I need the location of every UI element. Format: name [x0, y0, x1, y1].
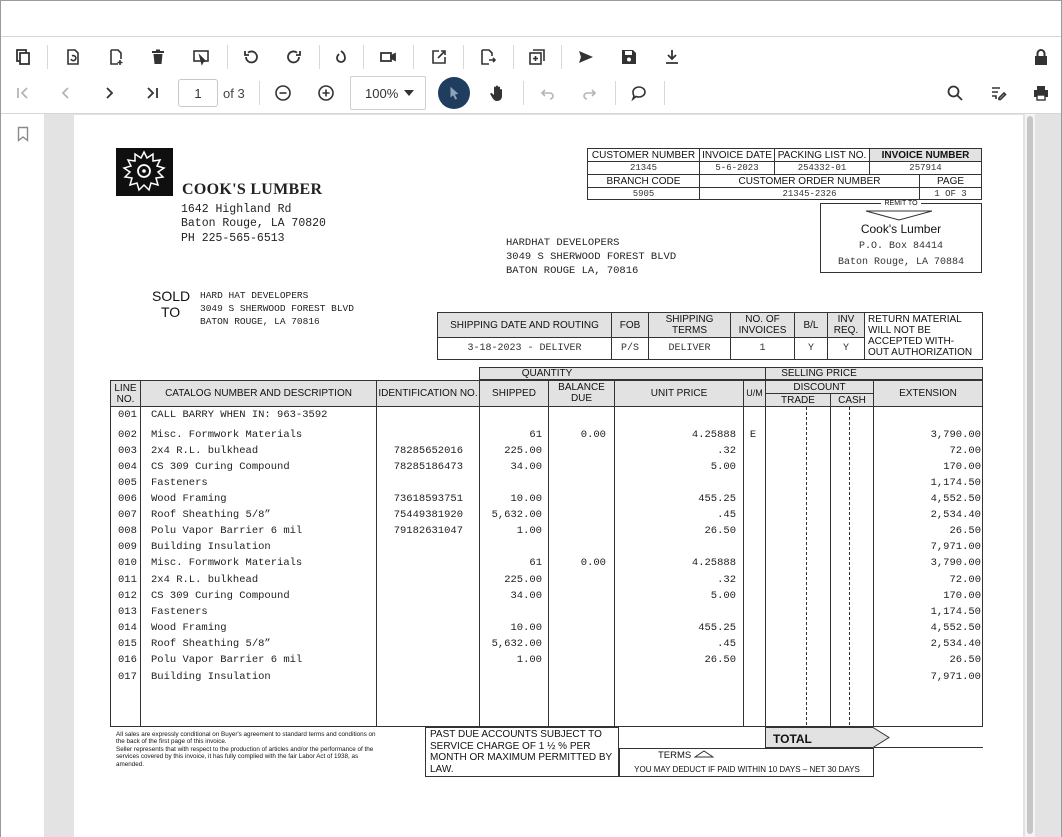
- company-address-line: 1642 Highland Rd: [181, 203, 292, 216]
- zoom-in-icon[interactable]: [312, 79, 340, 107]
- item-description: CS 309 Curing Compound: [151, 461, 290, 473]
- search-icon[interactable]: [941, 79, 969, 107]
- table-row: [110, 541, 982, 557]
- invoice-number-label: INVOICE NUMBER: [881, 150, 970, 161]
- table-row: [110, 590, 982, 606]
- shipping-terms: DELIVER: [668, 343, 711, 354]
- item-unit-price: 5.00: [710, 590, 736, 602]
- item-shipped: 1.00: [516, 654, 542, 666]
- item-description: CALL BARRY WHEN IN: 963-3592: [151, 409, 328, 421]
- item-unit-price: 26.50: [704, 654, 736, 666]
- table-row: [110, 574, 982, 590]
- customer-order-label: CUSTOMER ORDER NUMBER: [738, 176, 881, 187]
- quantity-label: QUANTITY: [521, 368, 573, 379]
- item-extension: 72.00: [949, 574, 981, 586]
- return-note: RETURN MATERIAL WILL NOT BE ACCEPTED WITH- OUT AUTHORIZATION: [868, 314, 973, 358]
- shipped-label: SHIPPED: [492, 388, 536, 399]
- packing-list-label: PACKING LIST NO.: [777, 150, 867, 161]
- item-balance-due: 0.00: [580, 429, 606, 441]
- table-row: [110, 509, 982, 525]
- line-number: 012: [118, 590, 137, 602]
- customer-number: 21345: [629, 163, 657, 173]
- table-row: [110, 638, 982, 654]
- company-address-line: Baton Rouge, LA 70820: [181, 217, 326, 230]
- customer-number-label: CUSTOMER NUMBER: [591, 150, 696, 161]
- ship-to-line: BATON ROUGE LA, 70816: [506, 265, 639, 277]
- external-open-icon[interactable]: [425, 43, 453, 71]
- redo-icon[interactable]: [576, 79, 604, 107]
- table-row: [110, 445, 982, 461]
- next-page-icon[interactable]: [95, 79, 123, 107]
- ship-to-line: 3049 S SHERWOOD FOREST BLVD: [506, 251, 677, 263]
- table-row: [110, 477, 982, 493]
- main-toolbar: [1, 39, 1061, 75]
- item-extension: 72.00: [949, 445, 981, 457]
- item-extension: 4,552.50: [930, 493, 981, 505]
- shipping-terms-label: SHIPPING: [665, 314, 714, 325]
- flash-icon[interactable]: [327, 43, 355, 71]
- item-identification: 75449381920: [393, 509, 463, 521]
- fob-label: FOB: [619, 320, 641, 331]
- item-extension: 1,174.50: [930, 606, 981, 618]
- line-number: 003: [118, 445, 137, 457]
- first-page-icon[interactable]: [9, 79, 37, 107]
- line-number: 016: [118, 654, 137, 666]
- item-extension: 7,971.00: [930, 671, 981, 683]
- item-unit-price: 5.00: [710, 461, 736, 473]
- item-shipped: 5,632.00: [491, 509, 542, 521]
- item-unit-price: 4.25888: [691, 429, 736, 441]
- item-unit-price: .32: [717, 445, 736, 457]
- item-shipped: 10.00: [510, 493, 542, 505]
- branch-code: 5905: [632, 189, 655, 199]
- balance-due-label: BALANCE: [558, 382, 605, 393]
- file-add-icon[interactable]: [102, 43, 130, 71]
- print-icon[interactable]: [1027, 79, 1055, 107]
- past-due-note: PAST DUE ACCOUNTS SUBJECT TO SERVICE CHARGE OF 1 ½ % PER MONTH OR MAXIMUM PERMITTED BY LAW.: [430, 729, 613, 775]
- item-shipped: 10.00: [510, 622, 542, 634]
- item-shipped: 34.00: [510, 461, 542, 473]
- table-row: [110, 429, 982, 445]
- item-description: Roof Sheathing 5/8”: [151, 509, 271, 521]
- table-row: [110, 409, 982, 425]
- item-shipped: 5,632.00: [491, 638, 542, 650]
- line-number: 006: [118, 493, 137, 505]
- remit-address-line: P.O. Box 84414: [858, 241, 943, 252]
- remit-to-label: REMIT TO: [820, 200, 982, 207]
- item-shipped: 1.00: [516, 525, 542, 537]
- item-description: Fasteners: [151, 606, 208, 618]
- table-row: [110, 622, 982, 638]
- item-extension: 26.50: [949, 654, 981, 666]
- delete-icon[interactable]: [144, 43, 172, 71]
- scrollbar-thumb[interactable]: [1027, 116, 1033, 834]
- company-name: COOK'S LUMBER: [182, 181, 323, 198]
- item-identification: 73618593751: [393, 493, 463, 505]
- last-page-icon[interactable]: [138, 79, 166, 107]
- shipping-routing-label: SHIPPING DATE AND ROUTING: [450, 320, 599, 331]
- edit-annotation-icon[interactable]: [984, 79, 1012, 107]
- item-description: Polu Vapor Barrier 6 mil: [151, 654, 303, 666]
- item-description: Fasteners: [151, 477, 208, 489]
- zoom-value: 100%: [365, 85, 399, 101]
- item-description: 2x4 R.L. bulkhead: [151, 574, 259, 586]
- item-unit-price: 455.25: [698, 493, 736, 505]
- zoom-out-icon[interactable]: [269, 79, 297, 107]
- line-number: 013: [118, 606, 137, 618]
- line-number: 010: [118, 557, 137, 569]
- page-of-pages: 1 OF 3: [934, 189, 967, 199]
- line-number: 001: [118, 409, 137, 421]
- shipping-terms-label: TERMS: [672, 325, 707, 336]
- unit-price-label: UNIT PRICE: [650, 388, 708, 399]
- chevron-down-icon: [404, 90, 414, 96]
- item-extension: 7,971.00: [930, 541, 981, 553]
- item-extension: 2,534.40: [930, 638, 981, 650]
- balance-due-label: DUE: [570, 393, 593, 404]
- rotate-right-icon[interactable]: [280, 43, 308, 71]
- item-unit-price: .32: [717, 574, 736, 586]
- total-label: TOTAL: [773, 732, 812, 746]
- line-number: 002: [118, 429, 137, 441]
- invoices-count: 1: [759, 343, 766, 354]
- item-description: Misc. Formwork Materials: [151, 557, 303, 569]
- file-sync-icon[interactable]: [59, 43, 87, 71]
- navigation-toolbar: [1, 75, 1061, 111]
- table-row: [110, 525, 982, 541]
- save-icon[interactable]: [615, 43, 643, 71]
- item-unit-price: .45: [717, 509, 736, 521]
- packing-list-number: 254332-01: [797, 163, 847, 173]
- lock-icon[interactable]: [1027, 43, 1055, 71]
- inv-req-value: Y: [842, 343, 849, 354]
- table-row: [110, 671, 982, 687]
- item-extension: 170.00: [943, 590, 981, 602]
- previous-page-icon[interactable]: [52, 79, 80, 107]
- remit-arrow-icon: [864, 209, 934, 221]
- bl-value: Y: [807, 343, 814, 354]
- item-description: Roof Sheathing 5/8”: [151, 638, 271, 650]
- table-row: [110, 461, 982, 477]
- item-um: E: [749, 429, 757, 441]
- line-number: 014: [118, 622, 137, 634]
- invoices-count-label: INVOICES: [738, 325, 787, 336]
- item-unit-price: .45: [717, 638, 736, 650]
- line-no-label: NO.: [116, 394, 135, 405]
- item-extension: 3,790.00: [930, 557, 981, 569]
- add-page-icon[interactable]: [523, 43, 551, 71]
- line-number: 009: [118, 541, 137, 553]
- line-number: 008: [118, 525, 137, 537]
- um-label: U/M: [746, 388, 763, 398]
- item-identification: 78285186473: [393, 461, 463, 473]
- item-description: Wood Framing: [151, 622, 227, 634]
- item-description: Misc. Formwork Materials: [151, 429, 303, 441]
- send-icon[interactable]: [572, 43, 600, 71]
- branch-code-label: BRANCH CODE: [606, 176, 681, 187]
- item-description: 2x4 R.L. bulkhead: [151, 445, 259, 457]
- item-shipped: 34.00: [510, 590, 542, 602]
- remit-name: Cook's Lumber: [860, 222, 942, 236]
- item-extension: 170.00: [943, 461, 981, 473]
- terms-arrow-icon: [694, 749, 714, 759]
- inv-req-label: REQ.: [833, 325, 859, 336]
- item-extension: 26.50: [949, 525, 981, 537]
- screen-snip-icon[interactable]: [187, 43, 215, 71]
- trade-label: TRADE: [781, 395, 815, 406]
- video-icon[interactable]: [374, 43, 402, 71]
- side-panel: [1, 114, 45, 837]
- select-pointer-icon[interactable]: [438, 77, 470, 109]
- inv-req-label: INV: [837, 314, 855, 325]
- item-shipped: 225.00: [504, 574, 542, 586]
- company-logo: [116, 148, 173, 196]
- sold-to-line: HARD HAT DEVELOPERS: [200, 290, 309, 301]
- invoices-count-label: NO. OF: [745, 314, 780, 325]
- discount-label: DISCOUNT: [793, 382, 846, 393]
- invoice-date: 5-6-2023: [715, 163, 759, 173]
- bl-label: B/L: [803, 320, 819, 331]
- fob-value: P/S: [620, 343, 639, 354]
- item-extension: 3,790.00: [930, 429, 981, 441]
- item-description: Wood Framing: [151, 493, 227, 505]
- item-identification: 78285652016: [393, 445, 463, 457]
- item-shipped: 61: [529, 557, 542, 569]
- terms-label: TERMS: [658, 750, 692, 761]
- item-description: CS 309 Curing Compound: [151, 590, 290, 602]
- page-number-input[interactable]: [178, 79, 218, 107]
- line-number: 011: [118, 574, 137, 586]
- bookmark-icon[interactable]: [15, 126, 31, 142]
- catalog-label: CATALOG NUMBER AND DESCRIPTION: [165, 388, 352, 399]
- invoice-page: [74, 115, 1023, 837]
- ship-to-line: HARDHAT DEVELOPERS: [506, 237, 620, 249]
- line-number: 017: [118, 671, 137, 683]
- item-shipped: 61: [529, 429, 542, 441]
- item-unit-price: 26.50: [704, 525, 736, 537]
- rotate-left-icon[interactable]: [237, 43, 265, 71]
- line-no-label: LINE: [114, 383, 137, 394]
- customer-order-number: 21345-2326: [782, 189, 837, 199]
- line-number: 015: [118, 638, 137, 650]
- item-unit-price: 4.25888: [691, 557, 736, 569]
- line-number: 004: [118, 461, 137, 473]
- title-bar: [1, 1, 1061, 37]
- copy-icon[interactable]: [9, 43, 37, 71]
- item-extension: 1,174.50: [930, 477, 981, 489]
- undo-icon[interactable]: [533, 79, 561, 107]
- table-row: [110, 493, 982, 509]
- item-identification: 79182631047: [393, 525, 463, 537]
- item-balance-due: 0.00: [580, 557, 606, 569]
- legal-note: All sales are expressly conditional on Buyer's agreement to standard terms and conditions on the back of the first page of this invoice. Seller represents that with respect to the production of articles and/or the performance of the services covered by this invoice, it has fully complied with the fair Labor Act of 1938, as amended.: [116, 731, 376, 768]
- page-count: of 3: [223, 86, 245, 101]
- table-row: [110, 557, 982, 573]
- item-extension: 2,534.40: [930, 509, 981, 521]
- page-label: PAGE: [936, 176, 965, 187]
- sold-to-line: BATON ROUGE, LA 70816: [200, 316, 320, 327]
- sold-to-line: 3049 S SHERWOOD FOREST BLVD: [200, 303, 354, 314]
- extension-label: EXTENSION: [899, 388, 957, 399]
- terms-note: YOU MAY DEDUCT IF PAID WITHIN 10 DAYS – NET 30 DAYS: [634, 765, 860, 774]
- cash-label: CASH: [838, 395, 866, 406]
- table-row: [110, 654, 982, 670]
- line-number: 007: [118, 509, 137, 521]
- selling-price-label: SELLING PRICE: [781, 368, 857, 379]
- to-label: TO: [161, 304, 181, 320]
- item-extension: 4,552.50: [930, 622, 981, 634]
- item-shipped: 225.00: [504, 445, 542, 457]
- comment-icon[interactable]: [625, 79, 653, 107]
- download-icon[interactable]: [658, 43, 686, 71]
- table-row: [110, 606, 982, 622]
- file-export-icon[interactable]: [473, 43, 501, 71]
- sold-label: SOLD: [152, 288, 191, 304]
- invoice-number: 257914: [909, 163, 942, 173]
- item-unit-price: 455.25: [698, 622, 736, 634]
- pan-hand-icon[interactable]: [483, 79, 511, 107]
- identification-label: IDENTIFICATION NO.: [378, 388, 478, 399]
- item-description: Building Insulation: [151, 671, 271, 683]
- item-description: Polu Vapor Barrier 6 mil: [151, 525, 303, 537]
- item-description: Building Insulation: [151, 541, 271, 553]
- invoice-date-label: INVOICE DATE: [702, 150, 772, 161]
- company-phone: PH 225-565-6513: [181, 232, 285, 245]
- line-number: 005: [118, 477, 137, 489]
- remit-address-line: Baton Rouge, LA 70884: [837, 257, 965, 268]
- zoom-dropdown[interactable]: [350, 76, 426, 110]
- shipping-routing: 3-18-2023 - DELIVER: [467, 343, 582, 354]
